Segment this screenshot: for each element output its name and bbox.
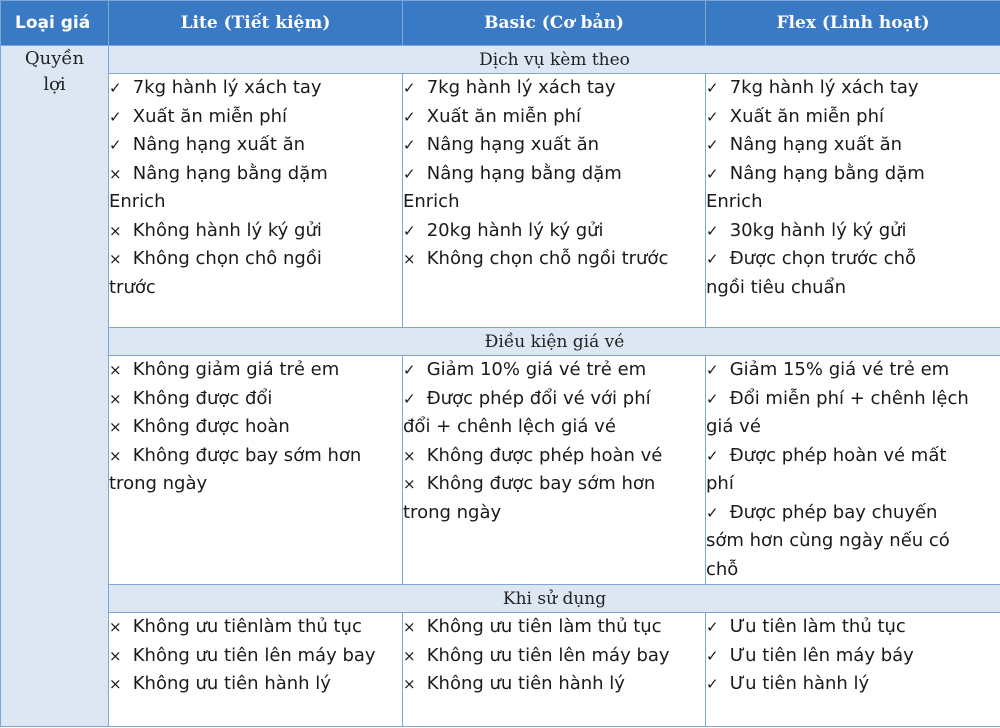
feature-line	[403, 131, 705, 160]
feature-line	[706, 103, 1000, 132]
feature-text: Không ưu tiên hành lý	[132, 673, 331, 694]
feature-text: Không chọn chỗ ngồi trước	[426, 248, 669, 269]
feature-text: 20kg hành lý ký gửi	[426, 219, 604, 241]
feature-text: trước	[109, 276, 156, 298]
feature-line	[109, 385, 402, 414]
feature-line	[706, 131, 1000, 160]
feature-text: Không ưu tiên làm thủ tục	[426, 616, 662, 637]
feature-text: Giảm 10% giá vé trẻ em	[426, 359, 647, 380]
cross-icon: ×	[403, 446, 416, 465]
cross-icon: ×	[403, 475, 416, 493]
check-icon: ✓	[706, 618, 719, 636]
feature-line	[403, 385, 705, 414]
cell-basic-conditions	[403, 356, 706, 585]
cell-basic-usage	[403, 613, 706, 727]
feature-line	[706, 642, 1000, 671]
feature-line	[109, 103, 402, 132]
check-icon: ✓	[403, 361, 416, 379]
feature-line	[109, 188, 402, 217]
feature-text: Enrich	[109, 191, 166, 212]
feature-line	[706, 188, 1000, 217]
feature-text: Xuất ăn miễn phí	[426, 105, 582, 127]
feature-line	[403, 613, 705, 642]
feature-line	[109, 131, 402, 160]
cell-lite-conditions	[109, 356, 403, 585]
header-basic: Basic (Cơ bản)	[403, 1, 706, 46]
feature-line	[403, 499, 705, 528]
feature-line	[706, 670, 1000, 699]
check-icon: ✓	[403, 136, 416, 154]
section-title-services: Dịch vụ kèm theo	[109, 46, 1000, 74]
feature-line	[403, 160, 705, 189]
check-icon: ✓	[706, 646, 719, 665]
check-icon: ✓	[706, 107, 719, 126]
check-icon: ✓	[109, 79, 122, 97]
cross-icon: ×	[109, 250, 122, 268]
content-row-services	[1, 74, 1000, 328]
feature-line	[109, 442, 402, 471]
check-icon: ✓	[706, 250, 719, 268]
feature-text: Không được bay sớm hơn	[132, 444, 362, 466]
feature-line	[403, 188, 705, 217]
feature-text: chỗ	[706, 558, 739, 580]
benefits-row-header	[1, 46, 109, 727]
feature-line	[706, 527, 1000, 556]
check-icon: ✓	[706, 675, 719, 693]
feature-text: Không ưu tiên lên máy bay	[426, 644, 670, 666]
check-icon: ✓	[706, 389, 719, 408]
feature-line	[109, 413, 402, 442]
feature-line	[706, 385, 1000, 414]
feature-text: sớm hơn cùng ngày nếu có	[706, 530, 950, 551]
feature-line	[109, 245, 402, 274]
feature-line	[706, 160, 1000, 189]
feature-line	[706, 499, 1000, 528]
feature-text: Xuất ăn miễn phí	[729, 105, 885, 127]
feature-text: phí	[706, 473, 734, 494]
check-icon: ✓	[403, 164, 416, 183]
cell-flex-usage	[706, 613, 1000, 727]
header-row	[1, 1, 1000, 46]
feature-line	[403, 470, 705, 499]
feature-text: Xuất ăn miễn phí	[132, 105, 288, 127]
feature-text: Được phép hoàn vé mất	[729, 444, 947, 466]
feature-text: Enrich	[403, 191, 460, 212]
check-icon: ✓	[403, 79, 416, 97]
feature-text: Không chọn chô ngồi	[132, 248, 322, 269]
feature-text: Giảm 15% giá vé trẻ em	[729, 359, 950, 380]
cross-icon: ×	[403, 675, 416, 693]
feature-line	[109, 642, 402, 671]
feature-text: đổi + chênh lệch giá vé	[403, 416, 616, 437]
feature-text: Nâng hạng bằng dặm	[132, 162, 328, 184]
cross-icon: ×	[109, 389, 122, 408]
feature-text: 7kg hành lý xách tay	[729, 77, 919, 98]
feature-text: Được phép đổi vé với phí	[426, 387, 651, 409]
check-icon: ✓	[706, 79, 719, 97]
check-icon: ✓	[706, 446, 719, 465]
header-fare-type: Loại giá	[1, 1, 109, 46]
check-icon: ✓	[706, 221, 719, 240]
feature-line	[706, 245, 1000, 274]
header-flex: Flex (Linh hoạt)	[706, 1, 1000, 46]
cross-icon: ×	[403, 618, 416, 636]
feature-line	[403, 217, 705, 246]
feature-text: Nâng hạng xuất ăn	[729, 134, 903, 155]
feature-text: Enrich	[706, 191, 763, 212]
feature-text: Nâng hạng bằng dặm	[426, 162, 622, 184]
feature-line	[706, 613, 1000, 642]
section-title-conditions: Điều kiện giá vé	[109, 328, 1000, 356]
check-icon: ✓	[706, 164, 719, 183]
feature-text: 7kg hành lý xách tay	[132, 77, 322, 98]
cross-icon: ×	[109, 418, 122, 436]
feature-text: Không được phép hoàn vé	[426, 444, 663, 466]
cross-icon: ×	[403, 646, 416, 665]
cell-lite-usage	[109, 613, 403, 727]
feature-text: Được phép bay chuyến	[729, 501, 938, 523]
feature-line	[403, 413, 705, 442]
feature-text: Nâng hạng xuất ăn	[426, 134, 600, 155]
cell-lite-services	[109, 74, 403, 328]
feature-text: Không được bay sớm hơn	[426, 473, 656, 494]
check-icon: ✓	[706, 361, 719, 379]
check-icon: ✓	[403, 107, 416, 126]
check-icon: ✓	[403, 221, 416, 240]
feature-line	[706, 442, 1000, 471]
feature-text: Không được hoàn	[132, 416, 290, 437]
check-icon: ✓	[403, 389, 416, 408]
feature-text: Không ưu tiên hành lý	[426, 673, 625, 694]
feature-text: Không hành lý ký gửi	[132, 219, 322, 241]
content-row-usage	[1, 613, 1000, 727]
check-icon: ✓	[109, 107, 122, 126]
cross-icon: ×	[109, 446, 122, 465]
feature-line	[109, 613, 402, 642]
feature-text: Nâng hạng bằng dặm	[729, 162, 925, 184]
feature-text: Không ưu tiên lên máy bay	[132, 644, 376, 666]
feature-text: Đổi miễn phí + chênh lệch	[729, 387, 969, 409]
section-row-usage	[1, 585, 1000, 613]
feature-text: Nâng hạng xuất ăn	[132, 134, 306, 155]
feature-line	[706, 74, 1000, 103]
feature-text: Không giảm giá trẻ em	[132, 359, 340, 380]
feature-line	[109, 160, 402, 189]
feature-line	[109, 217, 402, 246]
check-icon: ✓	[109, 136, 122, 154]
feature-line	[109, 670, 402, 699]
feature-line	[403, 74, 705, 103]
cell-basic-services	[403, 74, 706, 328]
feature-line	[403, 245, 705, 274]
feature-text: trong ngày	[403, 501, 502, 523]
cross-icon: ×	[109, 646, 122, 665]
feature-line	[706, 274, 1000, 303]
feature-line	[403, 442, 705, 471]
feature-line	[403, 642, 705, 671]
feature-line	[706, 470, 1000, 499]
check-icon: ✓	[706, 136, 719, 154]
feature-line	[109, 274, 402, 303]
section-row-services	[1, 46, 1000, 74]
cross-icon: ×	[109, 164, 122, 183]
feature-line	[706, 556, 1000, 585]
benefits-label-line2: lợi	[43, 74, 66, 95]
feature-text: Được chọn trước chỗ	[729, 248, 916, 269]
feature-text: ngồi tiêu chuẩn	[706, 276, 846, 298]
cross-icon: ×	[109, 675, 122, 693]
feature-text: Không được đổi	[132, 387, 273, 409]
cross-icon: ×	[109, 221, 122, 240]
feature-text: 30kg hành lý ký gửi	[729, 219, 907, 241]
header-lite: Lite (Tiết kiệm)	[109, 1, 403, 46]
feature-text: trong ngày	[109, 473, 208, 494]
cross-icon: ×	[109, 361, 122, 379]
feature-line	[706, 217, 1000, 246]
feature-line	[706, 356, 1000, 385]
section-title-usage: Khi sử dụng	[109, 585, 1000, 613]
feature-line	[403, 670, 705, 699]
check-icon: ✓	[706, 503, 719, 522]
feature-text: Ưu tiên lên máy báy	[729, 644, 914, 666]
feature-line	[109, 356, 402, 385]
feature-text: Không ưu tiênlàm thủ tục	[132, 616, 362, 637]
feature-line	[403, 103, 705, 132]
feature-text: Ưu tiên làm thủ tục	[729, 616, 906, 637]
feature-line	[706, 413, 1000, 442]
feature-line	[403, 356, 705, 385]
feature-text: Ưu tiên hành lý	[729, 673, 870, 694]
cell-flex-services	[706, 74, 1000, 328]
feature-text: 7kg hành lý xách tay	[426, 77, 616, 98]
content-row-conditions	[1, 356, 1000, 585]
cell-flex-conditions	[706, 356, 1000, 585]
benefits-label-line1: Quyền	[24, 48, 85, 69]
section-row-conditions	[1, 328, 1000, 356]
cross-icon: ×	[403, 250, 416, 268]
feature-line	[109, 74, 402, 103]
feature-text: giá vé	[706, 416, 761, 437]
feature-line	[109, 470, 402, 499]
cross-icon: ×	[109, 618, 122, 636]
